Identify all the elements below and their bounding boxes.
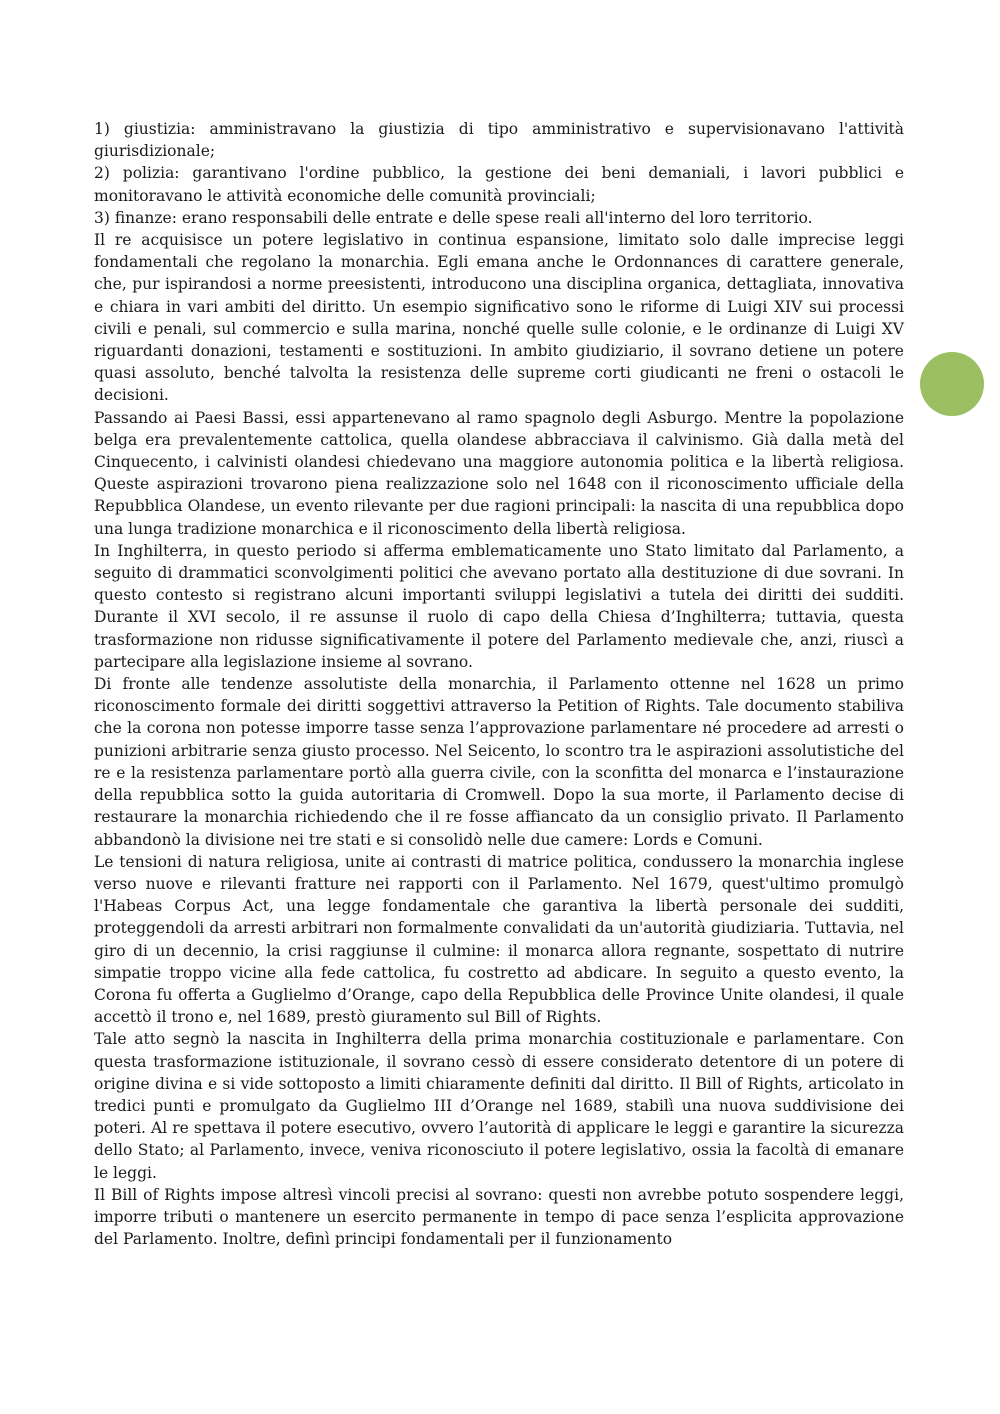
paragraph-habeas-corpus: Le tensioni di natura religiosa, unite ai contrasti di matrice politica, condussero la monarchia inglese verso nuove e rilevanti fratture nei rapporti con il Parlamento. Nel 1679, quest'ultimo promulgò l'Habeas Corpus Act, una legge fondamentale che garantiva la libertà personale dei sudditi, proteggendoli da arresti arbitrari non formalmente convalidati da un'autorità giudiziaria. Tuttavia, nel giro di un decennio, la crisi raggiunse il culmine: il monarca allora regnante, sospettato di nutrire simpatie troppo vicine alla fede cattolica, fu costretto ad abdicare. In seguito a questo evento, la Corona fu offerta a Guglielmo d’Orange, capo della Repubblica delle Province Unite olandesi, il quale accettò il trono e, nel 1689, prestò giuramento sul Bill of Rights. bbox=[94, 852, 904, 1027]
paragraph-constitutional-monarchy: Tale atto segnò la nascita in Inghilterra della prima monarchia costituzionale e parlamentare. Con questa trasformazione istituzionale, il sovrano cessò di essere considerato detentore di un potere di origine divina e si vide sottoposto a limiti chiaramente definiti dal diritto. Il Bill of Rights, articolato in tredici punti e promulgato da Guglielmo III d’Orange nel 1689, stabilì una nuova suddivisione dei poteri. Al re spettava il potere esecutivo, ovvero l’autorità di applicare le leggi e garantire la sicurezza dello Stato; al Parlamento, invece, veniva riconosciuto il potere legislativo, ossia la facoltà di emanare le leggi. bbox=[94, 1030, 904, 1182]
paragraph-england: In Inghilterra, in questo periodo si afferma emblematicamente uno Stato limitato dal Parlamento, a seguito di drammatici sconvolgimenti politici che avevano portato alla destituzione di due sovrani. In questo contesto si registrano alcuni importanti sviluppi legislativi a tutela dei diritti dei sudditi. Durante il XVI secolo, il re assunse il ruolo di capo della Chiesa d’Inghilterra; tuttavia, questa trasformazione non ridusse significativamente il potere del Parlamento medievale che, anzi, riuscì a partecipare alla legislazione insieme al sovrano. bbox=[94, 541, 904, 671]
list-item-police: 2) polizia: garantivano l'ordine pubblico, la gestione dei beni demaniali, i lavori pubblici e monitoravano le attività economiche delle comunità provinciali; bbox=[94, 164, 904, 205]
paragraph-bill-of-rights: Il Bill of Rights impose altresì vincoli precisi al sovrano: questi non avrebbe potuto sospendere leggi, imporre tributi o mantenere un esercito permanente in tempo di pace senza l’esplicita approvazione del Parlamento. Inoltre, definì principi fondamentali per il funzionamento bbox=[94, 1185, 904, 1249]
green-circle-marker bbox=[920, 352, 984, 416]
paragraph-petition-of-rights: Di fronte alle tendenze assolutiste della monarchia, il Parlamento ottenne nel 1628 un primo riconoscimento formale dei diritti soggettivi attraverso la Petition of Rights. Tale documento stabiliva che la corona non potesse imporre tasse senza l’approvazione parlamentare né procedere ad arresti o punizioni arbitrarie senza giusto processo. Nel Seicento, lo scontro tra le aspirazioni assolutistiche del re e la resistenza parlamentare portò alla guerra civile, con la sconfitta del monarca e l’instaurazione della repubblica sotto la guida autoritaria di Cromwell. Dopo la sua morte, il Parlamento decise di restaurare la monarchia richiedendo che il re fosse affiancato da un consiglio privato. Il Parlamento abbandonò la divisione nei tre stati e si consolidò nelle due camere: Lords e Comuni. bbox=[94, 675, 904, 849]
paragraph-netherlands: Passando ai Paesi Bassi, essi appartenevano al ramo spagnolo degli Asburgo. Mentre la popolazione belga era prevalentemente cattolica, quella olandese abbracciava il calvinismo. Già dalla metà del Cinquecento, i calvinisti olandesi chiedevano una maggiore autonomia politica e la libertà religiosa. Queste aspirazioni trovarono piena realizzazione solo nel 1648 con il riconoscimento ufficiale della Repubblica Olandese, un evento rilevante per due ragioni principali: la nascita di una repubblica dopo una lunga tradizione monarchica e il riconoscimento della libertà religiosa. bbox=[94, 408, 904, 538]
list-item-finance: 3) finanze: erano responsabili delle entrate e delle spese reali all'interno del loro territorio. bbox=[94, 208, 813, 227]
paragraph-king-legislative-power: Il re acquisisce un potere legislativo in continua espansione, limitato solo dalle imprecise leggi fondamentali che regolano la monarchia. Egli emana anche le Ordonnances di carattere generale, che, pur ispirandosi a norme preesistenti, introducono una disciplina organica, dettagliata, innovativa e chiara in vari ambiti del diritto. Un esempio significativo sono le riforme di Luigi XIV sui processi civili e penali, sul commercio e sulla marina, nonché quelle sulle colonie, e le ordinanze di Luigi XV riguardanti donazioni, testamenti e sostituzioni. In ambito giudiziario, il sovrano detiene un potere quasi assoluto, benché talvolta la resistenza delle supreme corti giudicanti ne freni o ostacoli le decisioni. bbox=[94, 231, 904, 405]
body-text bbox=[94, 118, 904, 1250]
list-item-justice: 1) giustizia: amministravano la giustizia di tipo amministrativo e supervisionavano l'attività giurisdizionale; bbox=[94, 120, 904, 161]
